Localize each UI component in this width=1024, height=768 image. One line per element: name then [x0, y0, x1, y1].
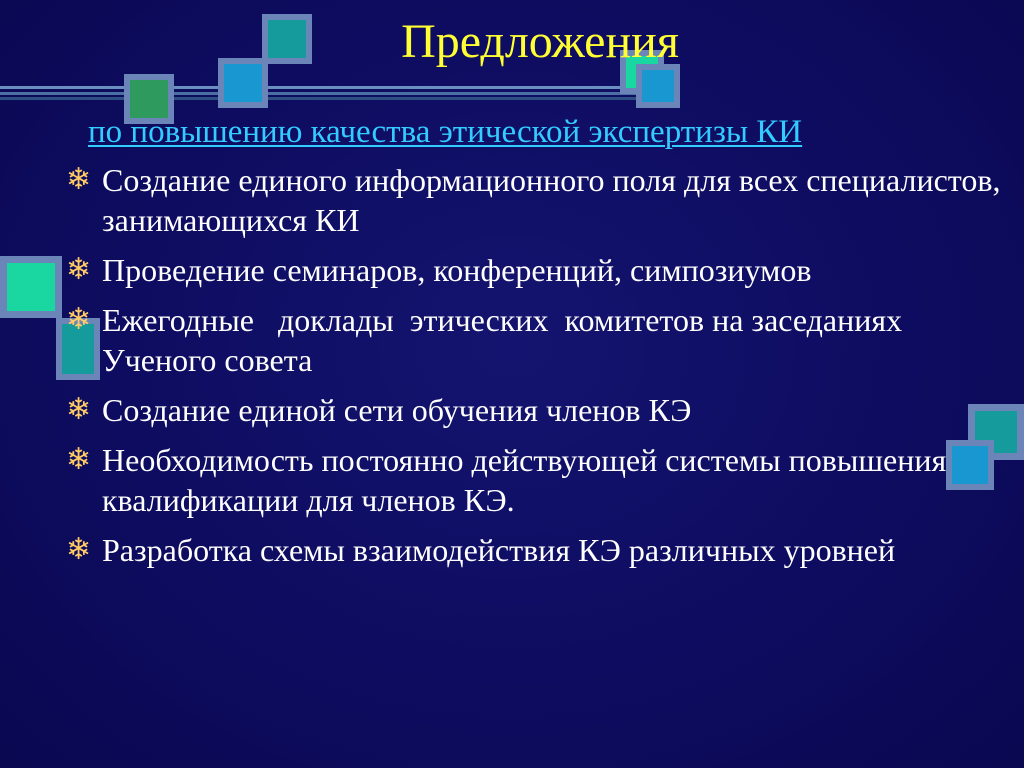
list-item	[62, 390, 1012, 430]
snowflake-icon: ❄	[66, 163, 92, 196]
bullet-list	[62, 160, 1012, 580]
decorative-rail-line	[0, 97, 640, 100]
snowflake-icon: ❄	[66, 533, 92, 566]
slide-title: Предложения	[401, 15, 679, 68]
bullet-text: Ежегодные доклады этических комитетов на заседаниях Ученого совета	[102, 302, 911, 378]
list-item	[62, 250, 1012, 290]
list-item	[62, 300, 1012, 380]
bullet-text: Создание единой сети обучения членов КЭ	[102, 392, 692, 428]
list-item	[62, 160, 1012, 240]
list-item	[62, 530, 1012, 570]
decorative-square	[636, 64, 680, 108]
snowflake-icon: ❄	[66, 443, 92, 476]
decorative-rail-line	[0, 86, 640, 89]
list-item	[62, 440, 1012, 520]
bullet-text: Проведение семинаров, конференций, симпозиумов	[102, 252, 812, 288]
snowflake-icon: ❄	[66, 393, 92, 426]
bullet-text: Необходимость постоянно действующей системы повышения квалификации для членов КЭ.	[102, 442, 947, 518]
snowflake-icon: ❄	[66, 303, 92, 336]
slide-subtitle-link[interactable]: по повышению качества этической экспертизы КИ	[88, 114, 803, 150]
bullet-text: Разработка схемы взаимодействия КЭ различных уровней	[102, 532, 896, 568]
decorative-square	[0, 256, 62, 318]
bullet-text: Создание единого информационного поля для всех специалистов, занимающихся КИ	[102, 162, 1001, 238]
decorative-rail-line	[0, 92, 640, 95]
snowflake-icon: ❄	[66, 253, 92, 286]
